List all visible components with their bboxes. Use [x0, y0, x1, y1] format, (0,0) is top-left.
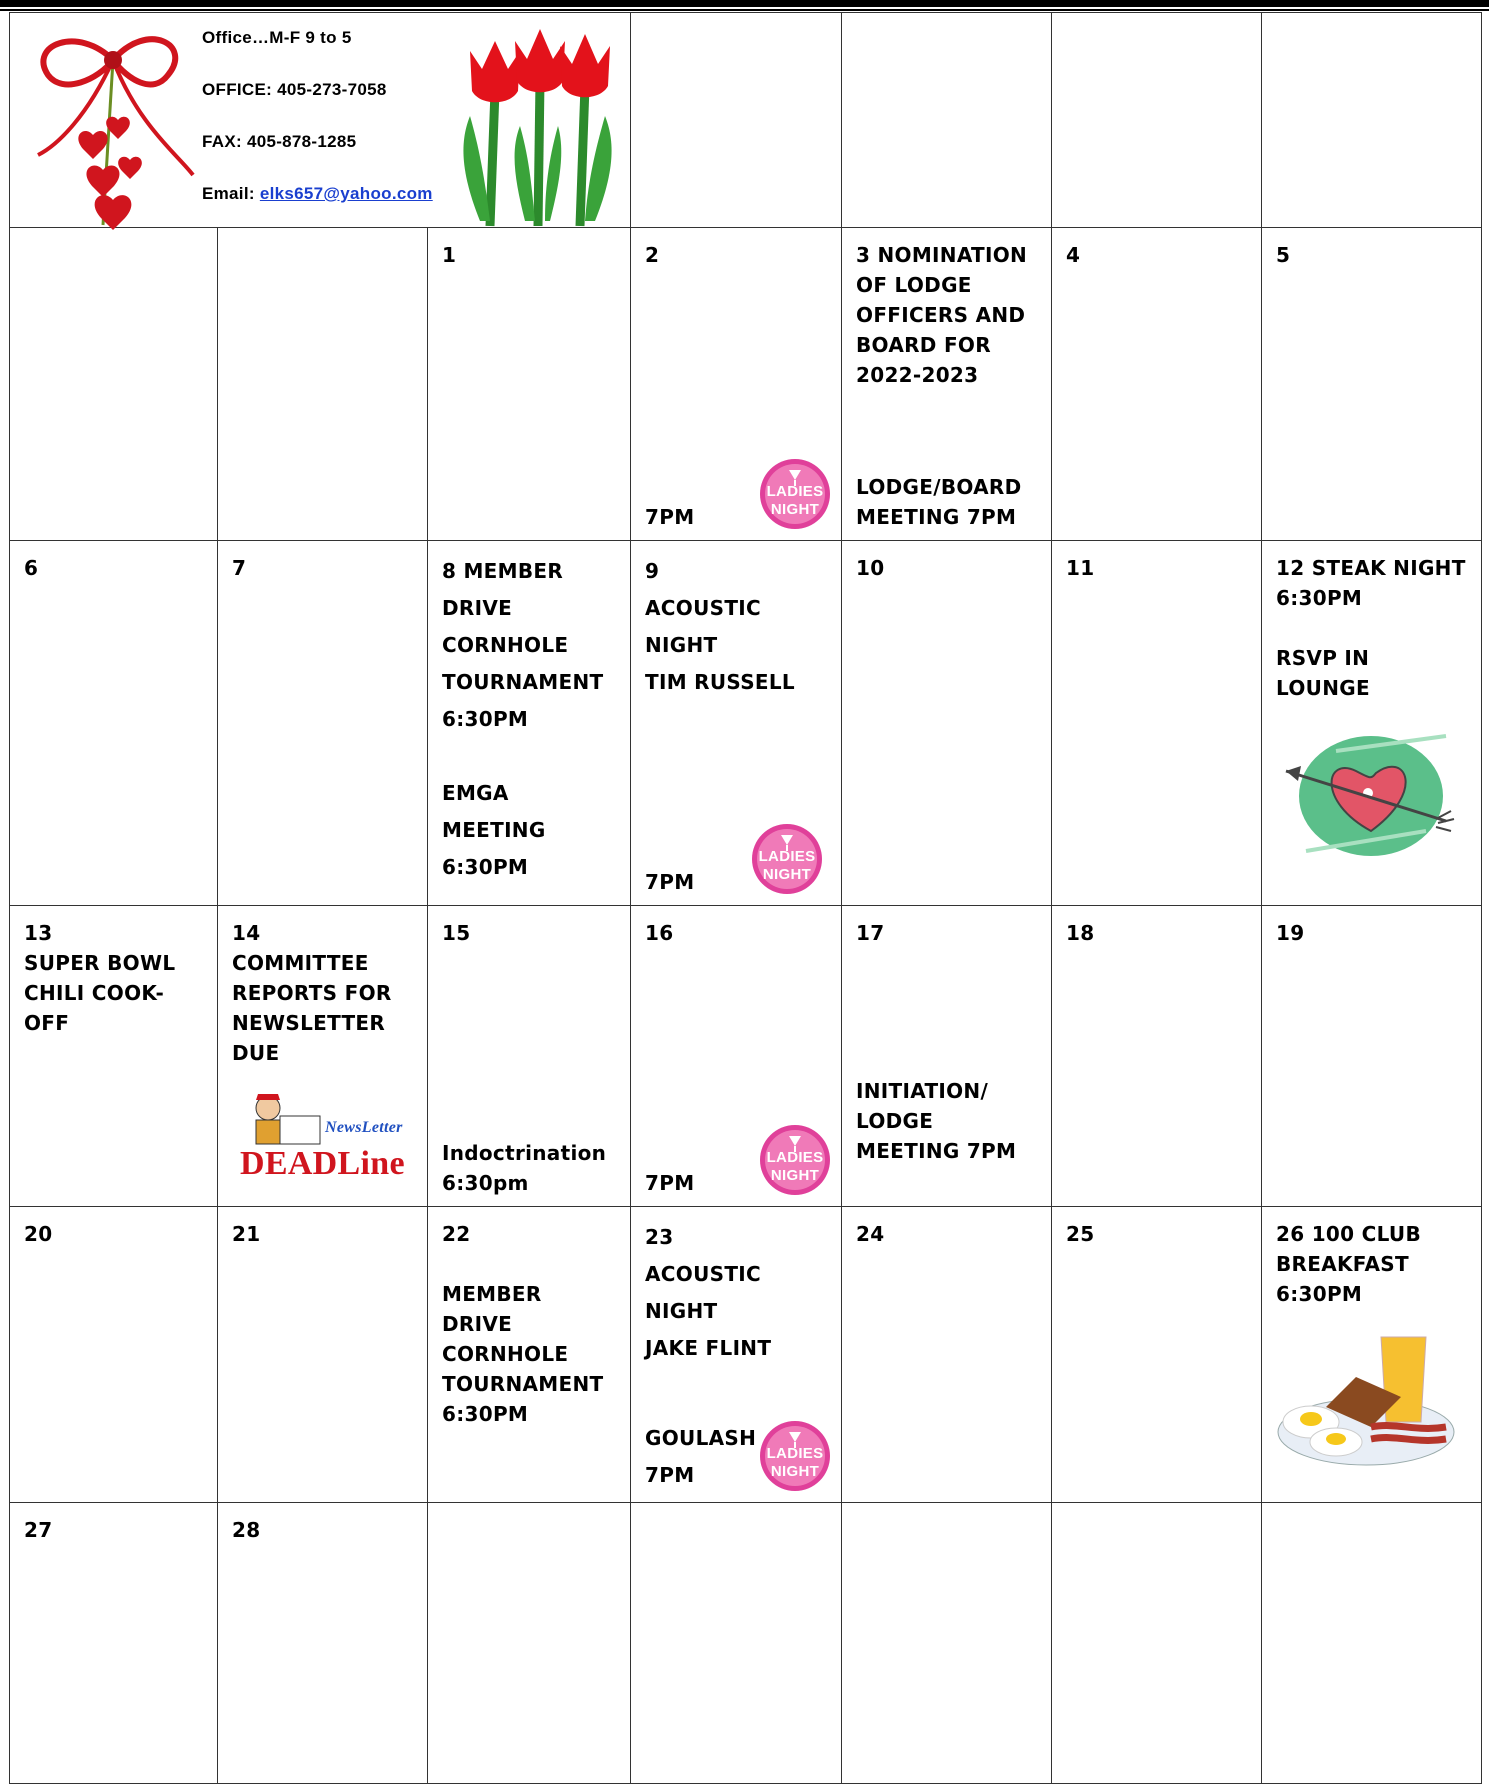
day-text: 22 MEMBER DRIVE CORNHOLE TOURNAMENT 6:30PM: [442, 1222, 604, 1426]
day-text: 20: [24, 1222, 53, 1246]
day-cell-22: [428, 1207, 631, 1503]
day-cell-9: [631, 541, 842, 906]
event-time: 7PM: [645, 870, 695, 894]
email-label: Email:: [202, 184, 260, 203]
day-cell-10: [842, 541, 1052, 906]
day-cell-23: [631, 1207, 842, 1503]
day-text: 7: [232, 556, 247, 580]
day-cell-14: [218, 906, 428, 1207]
week-row: [10, 541, 1482, 906]
day-text: 2: [645, 243, 660, 267]
day-text: 9 ACOUSTIC NIGHT TIM RUSSELL: [645, 559, 795, 694]
day-text: 3 NOMINATION OF LODGE OFFICERS AND BOARD FOR 2022-2023: [856, 243, 1028, 387]
email-link[interactable]: elks657@yahoo.com: [259, 184, 433, 203]
day-text: 10: [856, 556, 885, 580]
day-text: 17: [856, 921, 885, 945]
day-cell-12: [1262, 541, 1482, 906]
day-text: 11: [1066, 556, 1095, 580]
day-cell-8: [428, 541, 631, 906]
day-text: 24: [856, 1222, 885, 1246]
day-text: 14 COMMITTEE REPORTS FOR NEWSLETTER DUE: [232, 921, 392, 1065]
empty-cell: [1262, 13, 1482, 228]
empty-day-cell: [842, 1503, 1052, 1784]
office-info: [202, 25, 462, 233]
event-text: Indoctrination 6:30pm: [442, 1141, 607, 1195]
ladies-night-badge-icon: [759, 458, 831, 530]
day-cell-26: [1262, 1207, 1482, 1503]
event-time: 7PM: [645, 1171, 695, 1195]
email-line: [202, 181, 462, 207]
day-text: 27: [24, 1518, 53, 1542]
day-text: 21: [232, 1222, 261, 1246]
day-cell-2: [631, 228, 842, 541]
day-text: 1: [442, 243, 457, 267]
tulips-image: [450, 21, 625, 236]
day-text: 4: [1066, 243, 1081, 267]
day-text: 8 MEMBER DRIVE CORNHOLE TOURNAMENT 6:30PM EMGA MEETING 6:30PM: [442, 559, 604, 879]
day-text: 16: [645, 921, 674, 945]
day-cell-27: [10, 1503, 218, 1784]
week-row: [10, 1503, 1482, 1784]
day-cell-11: [1052, 541, 1262, 906]
empty-day-cell: [10, 228, 218, 541]
svg-text:DEADLine: DEADLine: [240, 1145, 405, 1181]
day-text: 5: [1276, 243, 1291, 267]
heart-steak-image: [1276, 731, 1456, 861]
ladies-night-badge-icon: [751, 823, 823, 895]
newsletter-deadline-image: [230, 1086, 420, 1181]
day-text: 12 STEAK NIGHT 6:30PM RSVP IN LOUNGE: [1276, 556, 1466, 700]
day-text: 26 100 CLUB BREAKFAST 6:30PM: [1276, 1222, 1422, 1306]
empty-cell: [631, 13, 842, 228]
day-cell-20: [10, 1207, 218, 1503]
event-time: 7PM: [645, 505, 695, 529]
empty-cell: [842, 13, 1052, 228]
event-text: GOULASH 7PM: [645, 1426, 757, 1487]
office-hours: Office…M-F 9 to 5: [202, 28, 352, 47]
day-text: 28: [232, 1518, 261, 1542]
day-cell-3: [842, 228, 1052, 541]
office-info-cell: [10, 13, 631, 228]
day-cell-18: [1052, 906, 1262, 1207]
header-row: [10, 13, 1482, 228]
day-cell-24: [842, 1207, 1052, 1503]
empty-day-cell: [1052, 1503, 1262, 1784]
day-cell-28: [218, 1503, 428, 1784]
day-text: 19: [1276, 921, 1305, 945]
day-cell-21: [218, 1207, 428, 1503]
ladies-night-badge-icon: [759, 1124, 831, 1196]
day-cell-13: [10, 906, 218, 1207]
event-text: INITIATION/ LODGE MEETING 7PM: [856, 1079, 1017, 1163]
day-text: 25: [1066, 1222, 1095, 1246]
day-cell-6: [10, 541, 218, 906]
calendar-grid: [9, 12, 1482, 1784]
day-text: 18: [1066, 921, 1095, 945]
empty-cell: [1052, 13, 1262, 228]
week-row: [10, 1207, 1482, 1503]
day-cell-19: [1262, 906, 1482, 1207]
fax-number: FAX: 405-878-1285: [202, 132, 357, 151]
day-text: 15: [442, 921, 471, 945]
top-rule-thin: [0, 9, 1489, 11]
empty-day-cell: [1262, 1503, 1482, 1784]
day-text: 6: [24, 556, 39, 580]
breakfast-image: [1276, 1327, 1456, 1467]
day-cell-7: [218, 541, 428, 906]
day-cell-15: [428, 906, 631, 1207]
ladies-night-badge-icon: [759, 1420, 831, 1492]
empty-day-cell: [218, 228, 428, 541]
day-cell-25: [1052, 1207, 1262, 1503]
day-cell-4: [1052, 228, 1262, 541]
day-cell-17: [842, 906, 1052, 1207]
empty-day-cell: [631, 1503, 842, 1784]
empty-day-cell: [428, 1503, 631, 1784]
week-row: [10, 228, 1482, 541]
top-rule: [0, 0, 1489, 7]
event-text: LODGE/BOARD MEETING 7PM: [856, 475, 1022, 529]
day-text: 23 ACOUSTIC NIGHT JAKE FLINT: [645, 1225, 772, 1360]
day-cell-16: [631, 906, 842, 1207]
week-row: [10, 906, 1482, 1207]
day-cell-5: [1262, 228, 1482, 541]
svg-text:NewsLetter: NewsLetter: [325, 1119, 403, 1136]
ribbon-hearts-image: [18, 25, 198, 235]
day-text: 13 SUPER BOWL CHILI COOK-OFF: [24, 921, 176, 1035]
day-cell-1: [428, 228, 631, 541]
office-phone: OFFICE: 405-273-7058: [202, 80, 387, 99]
